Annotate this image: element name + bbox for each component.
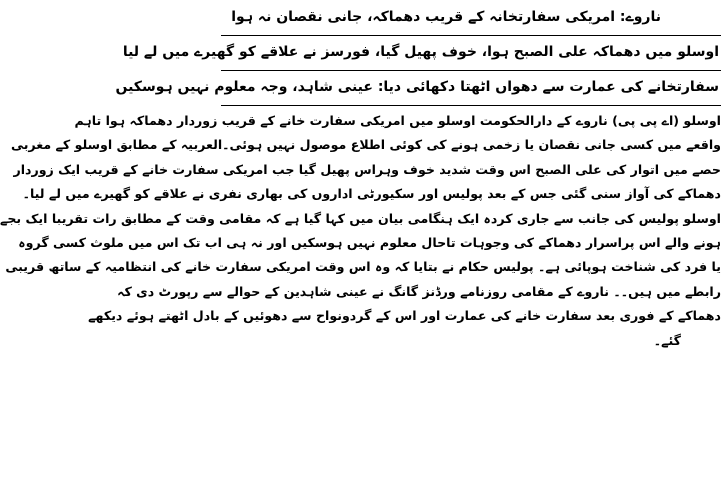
article-body-line: اوسلو (اے پی پی) ناروے کے دارالحکومت اوسلو میں امریکی سفارت خانے کے قریب زوردار دھماکہ ہوا تاہم <box>74 113 721 128</box>
news-article <box>0 4 721 476</box>
article-body-line: رابطے میں ہیں۔۔ ناروے کے مقامی روزنامے ورڈنز گانگ نے عینی شاہدین کے حوالے سے رپورٹ دی کہ <box>117 283 721 299</box>
article-body-line: یا فرد کی شناخت ہوپائی ہے۔ پولیس حکام نے بتایا کہ وہ اس وقت امریکی سفارت خانے کی انتظامیہ کے ساتھ قریبی <box>5 259 721 275</box>
article-body-line: حصے میں اتوار کی علی الصبح اس وقت شدید خوف وہراس پھیل گیا جب امریکی سفارت خانے کے قریب ایک زوردار <box>13 161 721 177</box>
headline-divider <box>221 105 721 106</box>
article-body-line: اوسلو پولیس کی جانب سے جاری کردہ ایک ہنگامی بیان میں کہا گیا ہے کہ مقامی وقت کے مطابق رات تقریبا ایک بجے <box>0 210 721 226</box>
article-body-line: دھماکے کے فوری بعد سفارت خانے کی عمارت اور اس کے گردونواح سے دھوئیں کے بادل اٹھتے ہوئے دیکھے <box>88 308 721 324</box>
headline-divider <box>221 70 721 71</box>
headline-sub-1: اوسلو میں دھماکہ علی الصبح ہوا، خوف پھیل گیا، فورسز نے علاقے کو گھیرے میں لے لیا <box>122 44 719 60</box>
article-body-line: گئے۔ <box>653 332 681 348</box>
headline-sub-2: سفارتخانے کی عمارت سے دھواں اٹھتا دکھائی دیا: عینی شاہد، وجہ معلوم نہیں ہوسکیں <box>115 79 719 95</box>
article-body-line: ہونے والے اس پراسرار دھماکے کی وجوہات تاحال معلوم نہیں ہوسکیں اور نہ ہی اب تک اس میں ملوث کسی گروہ <box>18 234 721 250</box>
headline-divider <box>221 35 721 36</box>
article-body <box>0 109 721 353</box>
article-body-line: دھماکے کی آواز سنی گئی جس کے بعد پولیس اور سکیورٹی اداروں کی بھاری نفری نے علاقے کو گھیرے میں لے لیا۔ <box>22 186 721 202</box>
article-body-line: واقعے میں کسی جانی نقصان یا زخمی ہونے کی کوئی اطلاع موصول نہیں ہوئی۔العربیہ کے مطابق اوسلو کے مغربی <box>10 137 721 153</box>
headline-main: ناروے: امریکی سفارتخانہ کے قریب دھماکہ، جانی نقصان نہ ہوا <box>231 9 661 25</box>
